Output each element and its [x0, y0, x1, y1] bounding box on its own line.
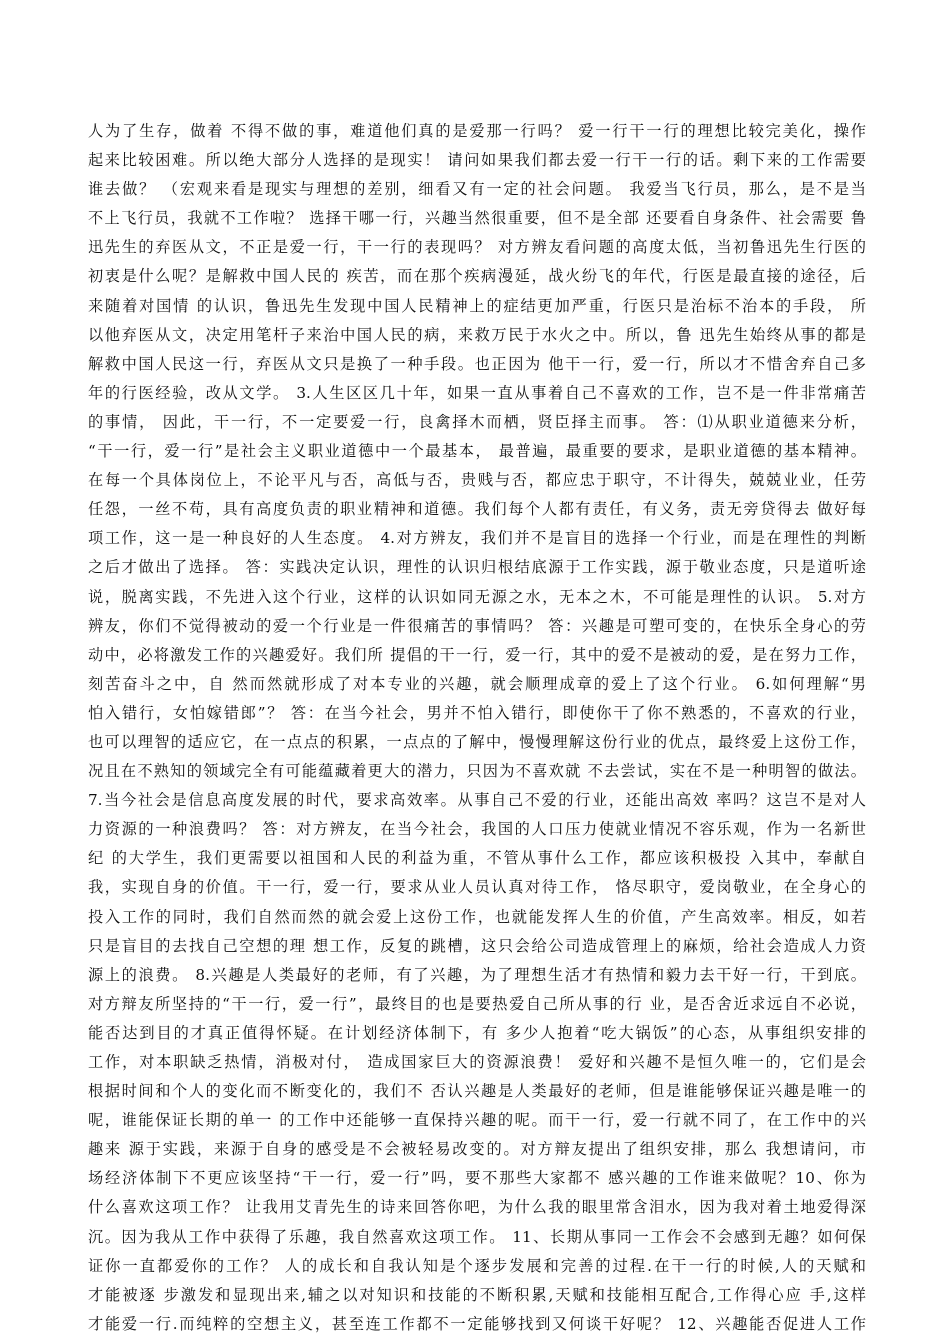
- text-line: 不上飞行员，我就不工作啦？ 选择干哪一行，兴趣当然很重要，但不是全部 还要看自身条件、社会需要 鲁: [88, 209, 866, 228]
- text-line: 只是盲目的去找自己空想的理 想工作，反复的跳槽，这只会给公司造成管理上的麻烦，给社会造成人力资: [88, 936, 866, 955]
- text-line: 来随着对国情 的认识，鲁迅先生发现中国人民精神上的症结更加严重，行医只是治标不治本的手段， 所: [88, 296, 866, 315]
- text-line: 场经济体制下不更应该坚持“干一行，爱一行”吗，要不那些大家都不 感兴趣的工作谁来做呢？10、你为: [88, 1169, 866, 1188]
- text-line: 源上的浪费。 8.兴趣是人类最好的老师，有了兴趣，为了理想生活才有热情和毅力去干好一行，干到底。: [88, 965, 866, 984]
- text-line: 解救中国人民这一行，弃医从文只是换了一种手段。也正因为 他干一行，爱一行，所以才不惜舍弃自己多: [88, 354, 866, 373]
- text-line: 呢，谁能保证长期的单一 的工作中还能够一直保持兴趣的呢。而干一行，爱一行就不同了，在工作中的兴: [88, 1111, 866, 1130]
- text-line: 动中，必将激发工作的兴趣爱好。我们所 提倡的干一行，爱一行，其中的爱不是被动的爱，是在努力工作，: [88, 645, 866, 664]
- text-line: 我，实现自身的价值。干一行，爱一行，要求从业人员认真对待工作， 恪尽职守，爱岗敬业，在全身心的: [88, 878, 866, 897]
- text-line: 况且在不熟知的领域完全有可能蕴藏着更大的潜力，只因为不喜欢就 不去尝试，实在不是一种明智的做法。: [88, 762, 866, 781]
- text-line: 在每一个具体岗位上，不论平凡与否，高低与否，贵贱与否，都应忠于职守，不计得失，兢兢业业，任劳: [88, 471, 866, 490]
- text-line: 7.当今社会是信息高度发展的时代，要求高效率。从事自己不爱的行业，还能出高效 率吗？这岂不是对人: [88, 791, 866, 810]
- text-line: 纪 的大学生，我们更需要以祖国和人民的利益为重，不管从事什么工作，都应该积极投 入其中，奉献自: [88, 849, 866, 868]
- text-line: 说，脱离实践，不先进入这个行业，这样的认识如同无源之水，无本之木，不可能是理性的认识。 5.对方: [88, 587, 866, 606]
- text-line: 证你一直都爱你的工作？ 人的成长和自我认知是个逐步发展和完善的过程.在干一行的时候,人的天赋和: [88, 1256, 866, 1275]
- text-line: 起来比较困难。所以绝大部分人选择的是现实！ 请问如果我们都去爱一行干一行的话。剩下来的工作需要: [88, 151, 866, 170]
- text-line: 项工作，这一是一种良好的人生态度。 4.对方辨友，我们并不是盲目的选择一个行业，而是在理性的判断: [88, 529, 866, 548]
- text-line: 工作，对本职缺乏热情，消极对付， 造成国家巨大的资源浪费！ 爱好和兴趣不是恒久唯一的，它们是会: [88, 1053, 866, 1071]
- text-line: 之后才做出了选择。 答：实践决定认识，理性的认识归根结底源于工作实践，源于敬业态度，只是道听途: [88, 558, 866, 577]
- text-line: 什么喜欢这项工作？ 让我用艾青先生的诗来回答你吧，为什么我的眼里常含泪水，因为我对着土地爱得深: [88, 1198, 866, 1217]
- text-line: 能否达到目的才真正值得怀疑。在计划经济体制下，有 多少人抱着“吃大锅饭”的心态，从事组织安排的: [88, 1023, 866, 1042]
- text-line: 也可以理智的适应它，在一点点的积累，一点点的了解中，慢慢理解这份行业的优点，最终爱上这份工作，: [88, 732, 866, 751]
- text-line: 刻苦奋斗之中，自 然而然就形成了对本专业的兴趣，就会顺理成章的爱上了这个行业。 6.如何理解“男: [88, 674, 866, 693]
- text-line: 投入工作的同时，我们自然而然的就会爱上这份工作，也就能发挥人生的价值，产生高效率。相反，如若: [88, 907, 866, 926]
- text-line: 初衷是什么呢？是解救中国人民的 疾苦，而在那个疾病漫延，战火纷飞的年代，行医是最直接的途径，后: [88, 267, 866, 286]
- text-line: 怕入错行，女怕嫁错郎”？ 答：在当今社会，男并不怕入错行，即使你干了你不熟悉的，不喜欢的行业，: [88, 703, 866, 722]
- text-line: “干一行，爱一行”是社会主义职业道德中一个最基本， 最普遍，最重要的要求，是职业道德的基本精神。: [88, 442, 866, 461]
- text-line: 年的行医经验，改从文学。 3.人生区区几十年，如果一直从事着自己不喜欢的工作，岂不是一件非常痛苦: [88, 383, 866, 402]
- text-line: 才能爱一行.而纯粹的空想主义，甚至连工作都不一定能够找到又何谈干好呢？ 12、兴趣能否促进人工作: [88, 1314, 866, 1333]
- text-line: 人为了生存，做着 不得不做的事，难道他们真的是爱那一行吗？ 爱一行干一行的理想比较完美化，操作: [88, 122, 866, 140]
- text-line: 以他弃医从文，决定用笔杆子来治中国人民的病，来救万民于水火之中。所以，鲁 迅先生始终从事的都是: [88, 325, 866, 344]
- text-line: 根据时间和个人的变化而不断变化的，我们不 否认兴趣是人类最好的老师，但是谁能够保证兴趣是唯一的: [88, 1082, 866, 1101]
- text-line: 对方辩友所坚持的“干一行，爱一行”，最终目的也是要热爱自己所从事的行 业，是否舍近求远自不必说，: [88, 994, 866, 1013]
- text-line: 任怨，一丝不苟，具有高度负责的职业精神和道德。我们每个人都有责任，有义务，责无旁贷得去 做好每: [88, 500, 866, 519]
- text-line: 迅先生的弃医从文，不正是爱一行，干一行的表现吗？ 对方辨友看问题的高度太低，当初鲁迅先生行医的: [88, 238, 866, 257]
- text-line: 辨友，你们不觉得被动的爱一个行业是一件很痛苦的事情吗？ 答：兴趣是可塑可变的，在快乐全身心的劳: [88, 616, 866, 635]
- text-line: 沉。因为我从工作中获得了乐趣，我自然喜欢这项工作。 11、长期从事同一工作会不会感到无趣？如何保: [88, 1227, 866, 1246]
- text-line: 谁去做？ （宏观来看是现实与理想的差别，细看又有一定的社会问题。 我爱当飞行员，那么，是不是当: [88, 180, 866, 199]
- text-line: 才能被逐 步激发和显现出来,辅之以对知识和技能的不断积累,天赋和技能相互配合,工作得心应 手,这样: [88, 1285, 866, 1304]
- text-line: 力资源的一种浪费吗？ 答：对方辨友，在当今社会，我国的人口压力使就业情况不容乐观，作为一名新世: [88, 820, 866, 839]
- text-line: 的事情， 因此，干一行，不一定要爱一行，良禽择木而栖，贤臣择主而事。 答：⑴从职业道德来分析，: [88, 412, 866, 431]
- text-line: 趣来 源于实践，来源于自身的感受是不会被轻易改变的。对方辩友提出了组织安排，那么 我想请问，市: [88, 1140, 866, 1159]
- body-text: [88, 117, 866, 1339]
